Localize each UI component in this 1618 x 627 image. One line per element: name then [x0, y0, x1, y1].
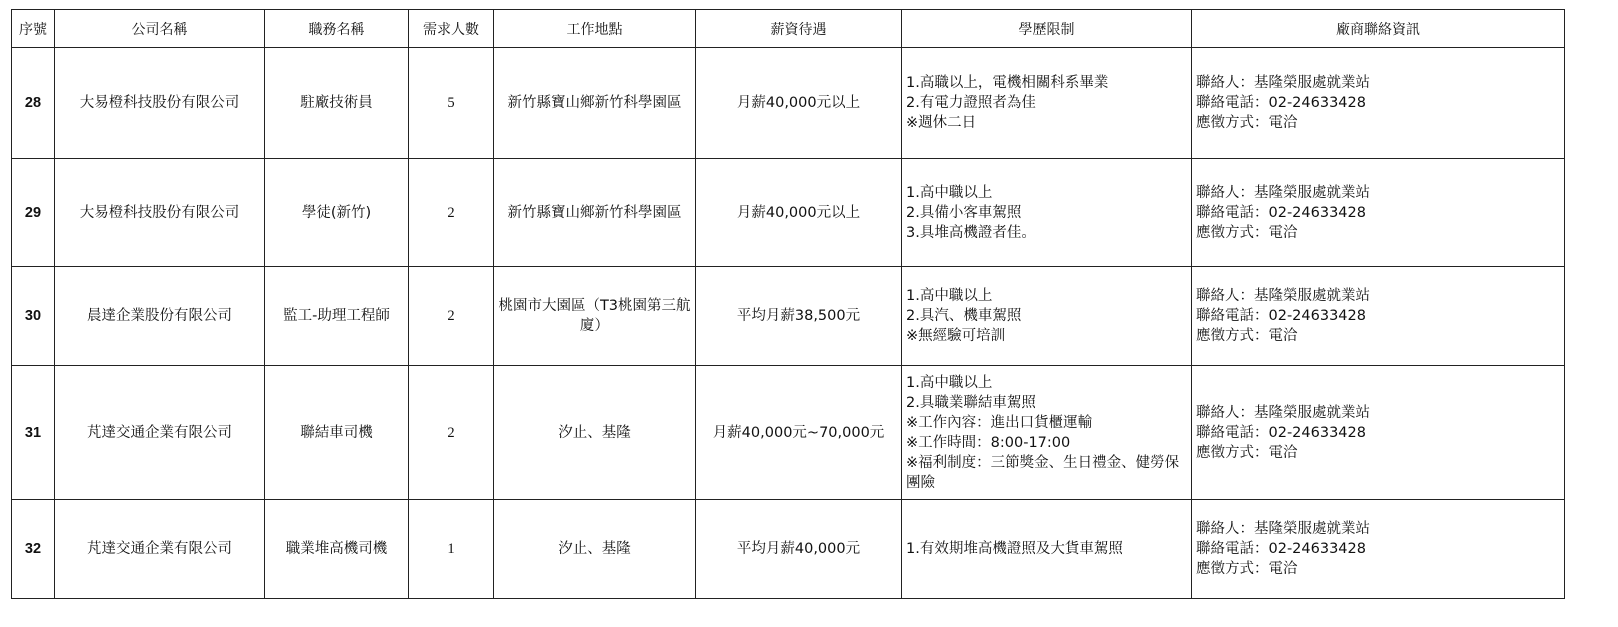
cell-salary: 月薪40,000元以上 [696, 48, 902, 159]
cell-position: 職業堆高機司機 [265, 500, 409, 599]
cell-contact: 聯絡人：基隆榮服處就業站 聯絡電話：02-24633428 應徵方式：電洽 [1192, 159, 1565, 267]
table-row [12, 500, 1565, 599]
cell-position: 學徒(新竹) [265, 159, 409, 267]
table-row [12, 267, 1565, 366]
cell-salary: 月薪40,000元~70,000元 [696, 366, 902, 500]
cell-location: 桃園市大園區（T3桃園第三航廈） [494, 267, 696, 366]
cell-count: 1 [409, 500, 494, 599]
job-listing-sheet [11, 9, 1565, 599]
table-row [12, 366, 1565, 500]
cell-education: 1.高中職以上 2.具職業聯結車駕照 ※工作內容：進出口貨櫃運輸 ※工作時間：8:00-17:00 ※福利制度：三節獎金、生日禮金、健勞保團險 [902, 366, 1192, 500]
header-education: 學歷限制 [902, 10, 1192, 48]
header-count: 需求人數 [409, 10, 494, 48]
cell-company: 芃達交通企業有限公司 [55, 500, 265, 599]
cell-company: 大易橙科技股份有限公司 [55, 48, 265, 159]
cell-seq: 32 [12, 500, 55, 599]
cell-count: 2 [409, 159, 494, 267]
header-seq: 序號 [12, 10, 55, 48]
cell-contact: 聯絡人：基隆榮服處就業站 聯絡電話：02-24633428 應徵方式：電洽 [1192, 267, 1565, 366]
cell-company: 晨達企業股份有限公司 [55, 267, 265, 366]
cell-count: 5 [409, 48, 494, 159]
header-position: 職務名稱 [265, 10, 409, 48]
job-listing-table [11, 9, 1565, 599]
cell-salary: 月薪40,000元以上 [696, 159, 902, 267]
table-row [12, 159, 1565, 267]
cell-contact: 聯絡人：基隆榮服處就業站 聯絡電話：02-24633428 應徵方式：電洽 [1192, 48, 1565, 159]
cell-position: 監工-助理工程師 [265, 267, 409, 366]
cell-count: 2 [409, 267, 494, 366]
cell-seq: 31 [12, 366, 55, 500]
cell-location: 新竹縣寶山鄉新竹科學園區 [494, 159, 696, 267]
header-contact: 廠商聯絡資訊 [1192, 10, 1565, 48]
cell-contact: 聯絡人：基隆榮服處就業站 聯絡電話：02-24633428 應徵方式：電洽 [1192, 500, 1565, 599]
header-location: 工作地點 [494, 10, 696, 48]
cell-company: 芃達交通企業有限公司 [55, 366, 265, 500]
cell-location: 新竹縣寶山鄉新竹科學園區 [494, 48, 696, 159]
header-company: 公司名稱 [55, 10, 265, 48]
table-row [12, 48, 1565, 159]
cell-salary: 平均月薪40,000元 [696, 500, 902, 599]
cell-education: 1.高中職以上 2.具汽、機車駕照 ※無經驗可培訓 [902, 267, 1192, 366]
table-header-row [12, 10, 1565, 48]
cell-company: 大易橙科技股份有限公司 [55, 159, 265, 267]
cell-salary: 平均月薪38,500元 [696, 267, 902, 366]
cell-location: 汐止、基隆 [494, 500, 696, 599]
cell-seq: 29 [12, 159, 55, 267]
cell-education: 1.有效期堆高機證照及大貨車駕照 [902, 500, 1192, 599]
cell-education: 1.高職以上，電機相關科系畢業 2.有電力證照者為佳 ※週休二日 [902, 48, 1192, 159]
cell-seq: 28 [12, 48, 55, 159]
cell-location: 汐止、基隆 [494, 366, 696, 500]
cell-position: 聯結車司機 [265, 366, 409, 500]
header-salary: 薪資待遇 [696, 10, 902, 48]
cell-position: 駐廠技術員 [265, 48, 409, 159]
cell-seq: 30 [12, 267, 55, 366]
cell-contact: 聯絡人：基隆榮服處就業站 聯絡電話：02-24633428 應徵方式：電洽 [1192, 366, 1565, 500]
cell-count: 2 [409, 366, 494, 500]
cell-education: 1.高中職以上 2.具備小客車駕照 3.具堆高機證者佳。 [902, 159, 1192, 267]
